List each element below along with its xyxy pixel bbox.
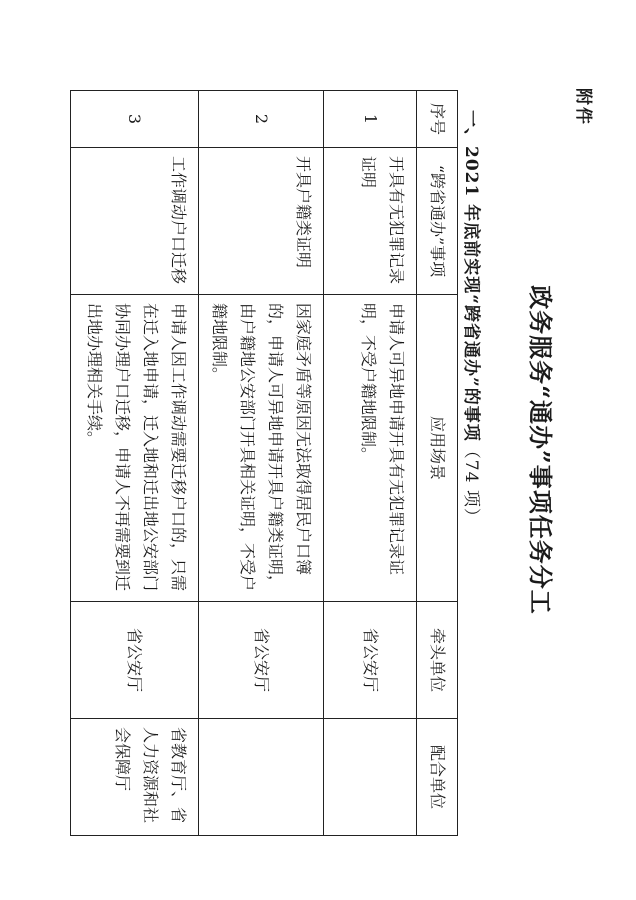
table-header-row xyxy=(417,91,458,836)
cell-scenario: 因家庭矛盾等原因无法取得居民户口簿的，申请人可异地申请开具户籍类证明，由户籍地公安部门开具相关证明，不受户籍地限制。 xyxy=(199,295,324,602)
section-heading xyxy=(461,110,486,526)
cell-no: 3 xyxy=(71,91,199,148)
cell-lead: 省公安厅 xyxy=(324,602,417,719)
cell-co xyxy=(324,719,417,836)
header-lead: 牵头单位 xyxy=(417,602,458,719)
cell-lead: 省公安厅 xyxy=(199,602,324,719)
cell-co: 省教育厅、省人力资源和社会保障厅 xyxy=(71,719,199,836)
header-scenario: 应用场景 xyxy=(417,295,458,602)
cell-no: 1 xyxy=(324,91,417,148)
document-title: 政务服务“通办”事项任务分工 xyxy=(526,285,555,615)
header-item: “跨省通办”事项 xyxy=(417,148,458,295)
cell-lead: 省公安厅 xyxy=(71,602,199,719)
cell-no: 2 xyxy=(199,91,324,148)
section-label: 一、2021 年底前实现“跨省通办”的事项 xyxy=(461,110,481,442)
table-row xyxy=(199,91,324,836)
section-count: （74 项） xyxy=(461,441,481,526)
cell-scenario: 申请人因工作调动需要迁移户口的，只需在迁入地申请，迁入地和迁出地公安部门协同办理户口迁移，申请人不再需要到迁出地办理相关手续。 xyxy=(71,295,199,602)
attachment-label: 附件 xyxy=(573,88,593,126)
task-table xyxy=(70,90,458,836)
header-no: 序号 xyxy=(417,91,458,148)
cell-item: 开具户籍类证明 xyxy=(199,148,324,295)
table-row xyxy=(324,91,417,836)
cell-scenario: 申请人可异地申请开具有无犯罪记录证明，不受户籍地限制。 xyxy=(324,295,417,602)
cell-item: 工作调动户口迁移 xyxy=(71,148,199,295)
cell-co xyxy=(199,719,324,836)
cell-item: 开具有无犯罪记录证明 xyxy=(324,148,417,295)
table-row xyxy=(71,91,199,836)
header-co: 配合单位 xyxy=(417,719,458,836)
